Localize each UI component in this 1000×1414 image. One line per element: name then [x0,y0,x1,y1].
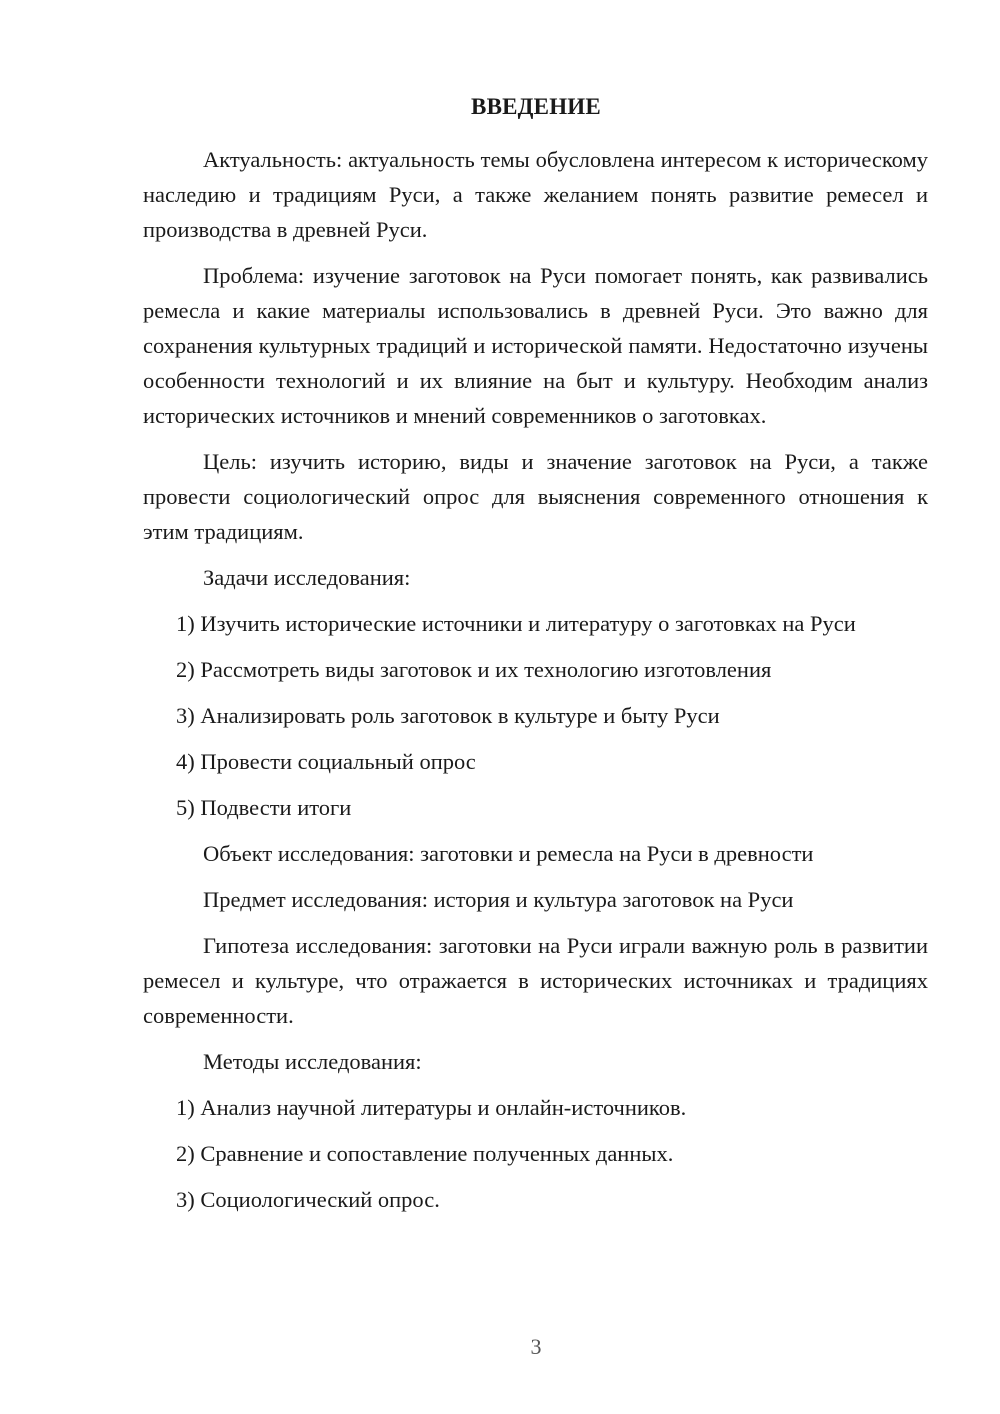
task-item-4: 4) Провести социальный опрос [176,749,476,774]
task-item-1: 1) Изучить исторические источники и литературу о заготовках на Руси [176,611,856,636]
hypothesis-paragraph: Гипотеза исследования: заготовки на Руси играли важную роль в развитии ремесел и культуре, что отражается в исторических источниках и традициях современности. [143,933,928,1028]
research-subject: Предмет исследования: история и культура заготовок на Руси [203,887,794,912]
methods-heading: Методы исследования: [203,1049,422,1074]
research-object: Объект исследования: заготовки и ремесла на Руси в древности [203,841,814,866]
method-item-3: 3) Социологический опрос. [176,1187,440,1212]
method-item-1: 1) Анализ научной литературы и онлайн-источников. [176,1095,687,1120]
relevance-paragraph: Актуальность: актуальность темы обусловлена интересом к историческому наследию и традициям Руси, а также желанием понять развитие ремесел и производства в древней Руси. [143,147,928,242]
page-title: ВВЕДЕНИЕ [471,94,601,119]
task-item-2: 2) Рассмотреть виды заготовок и их технологию изготовления [176,657,772,682]
goal-paragraph: Цель: изучить историю, виды и значение заготовок на Руси, а также провести социологический опрос для выяснения современного отношения к этим традициям. [143,449,928,544]
task-item-5: 5) Подвести итоги [176,795,352,820]
tasks-heading: Задачи исследования: [203,565,411,590]
task-item-3: 3) Анализировать роль заготовок в культуре и быту Руси [176,703,720,728]
document-body [143,142,928,1228]
page-number: 3 [530,1334,542,1359]
method-item-2: 2) Сравнение и сопоставление полученных данных. [176,1141,674,1166]
problem-paragraph: Проблема: изучение заготовок на Руси помогает понять, как развивались ремесла и какие материалы использовались в древней Руси. Это важно для сохранения культурных традиций и исторической памяти. Недостаточно изучены особенности технологий и их влияние на быт и культуру. Необходим анализ исторических источников и мнений современников о заготовках. [143,263,928,428]
